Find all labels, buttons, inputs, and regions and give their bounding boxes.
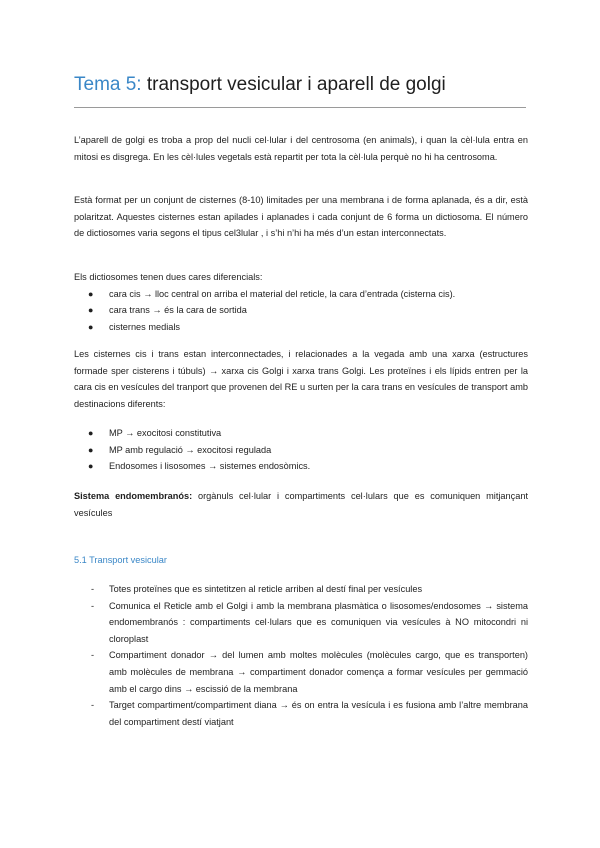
list-item (74, 598, 528, 648)
bullet-icon: ● (88, 321, 94, 332)
list-item-text: MP → exocitosi constitutiva (109, 428, 222, 438)
paragraph-cis-trans-network (74, 346, 528, 412)
vesicular-transport-list (74, 581, 528, 730)
title-text: transport vesicular i aparell de golgi (141, 74, 446, 95)
paragraph-golgi-structure (74, 192, 528, 242)
paragraph-dictiosome-faces (74, 269, 528, 335)
dash-icon: - (91, 650, 95, 661)
list-item (74, 581, 528, 598)
bullet-icon: ● (88, 428, 94, 438)
section-heading-5-1: 5.1 Transport vesicular (74, 555, 167, 565)
list-item (74, 319, 528, 336)
list-item (74, 302, 528, 319)
faces-list (74, 286, 528, 336)
list-item-text: Totes proteïnes que es sintetitzen al reticle arriben al destí final per vesícules (109, 584, 423, 594)
paragraph-text: Les cisternes cis i trans estan interconnectades, i relacionades a la vegada amb una xarxa (estructures formade sper cisterens i túbuls) → xarxa cis Golgi i xarxa trans Golgi. Les proteïnes i els lípids entren per la cara cis en vesícules del tranport que provenen del RE u surten per la cara trans en vesícules de transport amb destinacions diferents: (74, 349, 528, 409)
paragraph-text: L’aparell de golgi es troba a prop del nucli cel·lular i del centrosoma (en animals), i quan la cèl·lula entra en mitosi es disgrega. En les cèl·lules vegetals està repartit per tota la cèl·lula perquè no hi ha centrosoma. (74, 135, 528, 162)
list-item (74, 286, 528, 303)
paragraph-text (74, 488, 528, 521)
bullet-icon: ● (88, 305, 94, 316)
destinations-list (74, 425, 528, 475)
list-item (74, 697, 528, 730)
list-item-text: Compartiment donador → del lumen amb moltes molècules (molècules cargo, que es transporten) amb molècules de membrana → compartiment donador comença a formar vesícules per gemmació amb el cargo dins → escissió de la membrana (109, 650, 528, 694)
destinations-block (74, 425, 528, 475)
section-5-1-list-block (74, 581, 528, 730)
page-title (74, 72, 534, 98)
list-item-text: cara trans → és la cara de sortida (109, 305, 247, 316)
list-item (74, 425, 528, 442)
list-item-text: MP amb regulació → exocitosi regulada (109, 444, 272, 455)
dash-icon: - (91, 600, 95, 611)
list-item-text: cisternes medials (109, 321, 180, 332)
title-prefix: Tema 5: (74, 74, 142, 95)
list-item (74, 458, 528, 475)
list-item-text: cara cis → lloc central on arriba el material del reticle, la cara d’entrada (cisterna cis). (109, 288, 456, 299)
list-item (74, 647, 528, 697)
bullet-icon: ● (88, 444, 94, 455)
paragraph-text: Està format per un conjunt de cisternes (8-10) limitades per una membrana i de forma aplanada, és a dir, està polaritzat. Aquestes cisternes estan apilades i aplanades i cada conjunt de 6 forma un dictiosoma. El número de dictiosomes varia segons el tipus cel3lular , i s’hi n’hi ha més d’un estan interconnectats. (74, 195, 528, 239)
bullet-icon: ● (88, 461, 94, 472)
list-item-text: Target compartiment/compartiment diana → és on entra la vesícula i es fusiona amb l’altre membrana del compartiment destí viatjant (109, 700, 528, 727)
paragraph-golgi-location (74, 132, 528, 165)
term-bold: Sistema endomembranós: (74, 491, 193, 501)
dash-icon: - (91, 584, 95, 594)
list-item (74, 442, 528, 459)
bullet-icon: ● (88, 288, 94, 299)
title-divider (74, 107, 526, 108)
list-item-text: Endosomes i lisosomes → sistemes endosòmics. (109, 461, 311, 472)
list-item-text: Comunica el Reticle amb el Golgi i amb la membrana plasmàtica o lisosomes/endosomes → sistema endomembranós : compartiments cel·lulars que es comuniquen via vesícules à NO mitocondri ni cloroplast (109, 600, 528, 644)
paragraph-text: Els dictiosomes tenen dues cares diferencials: (74, 272, 263, 282)
dash-icon: - (91, 700, 95, 711)
paragraph-endomembrane-system (74, 488, 528, 521)
term-definition: orgànuls cel·lular i compartiments cel·lulars que es comuniquen mitjançant vesícules (74, 491, 528, 518)
